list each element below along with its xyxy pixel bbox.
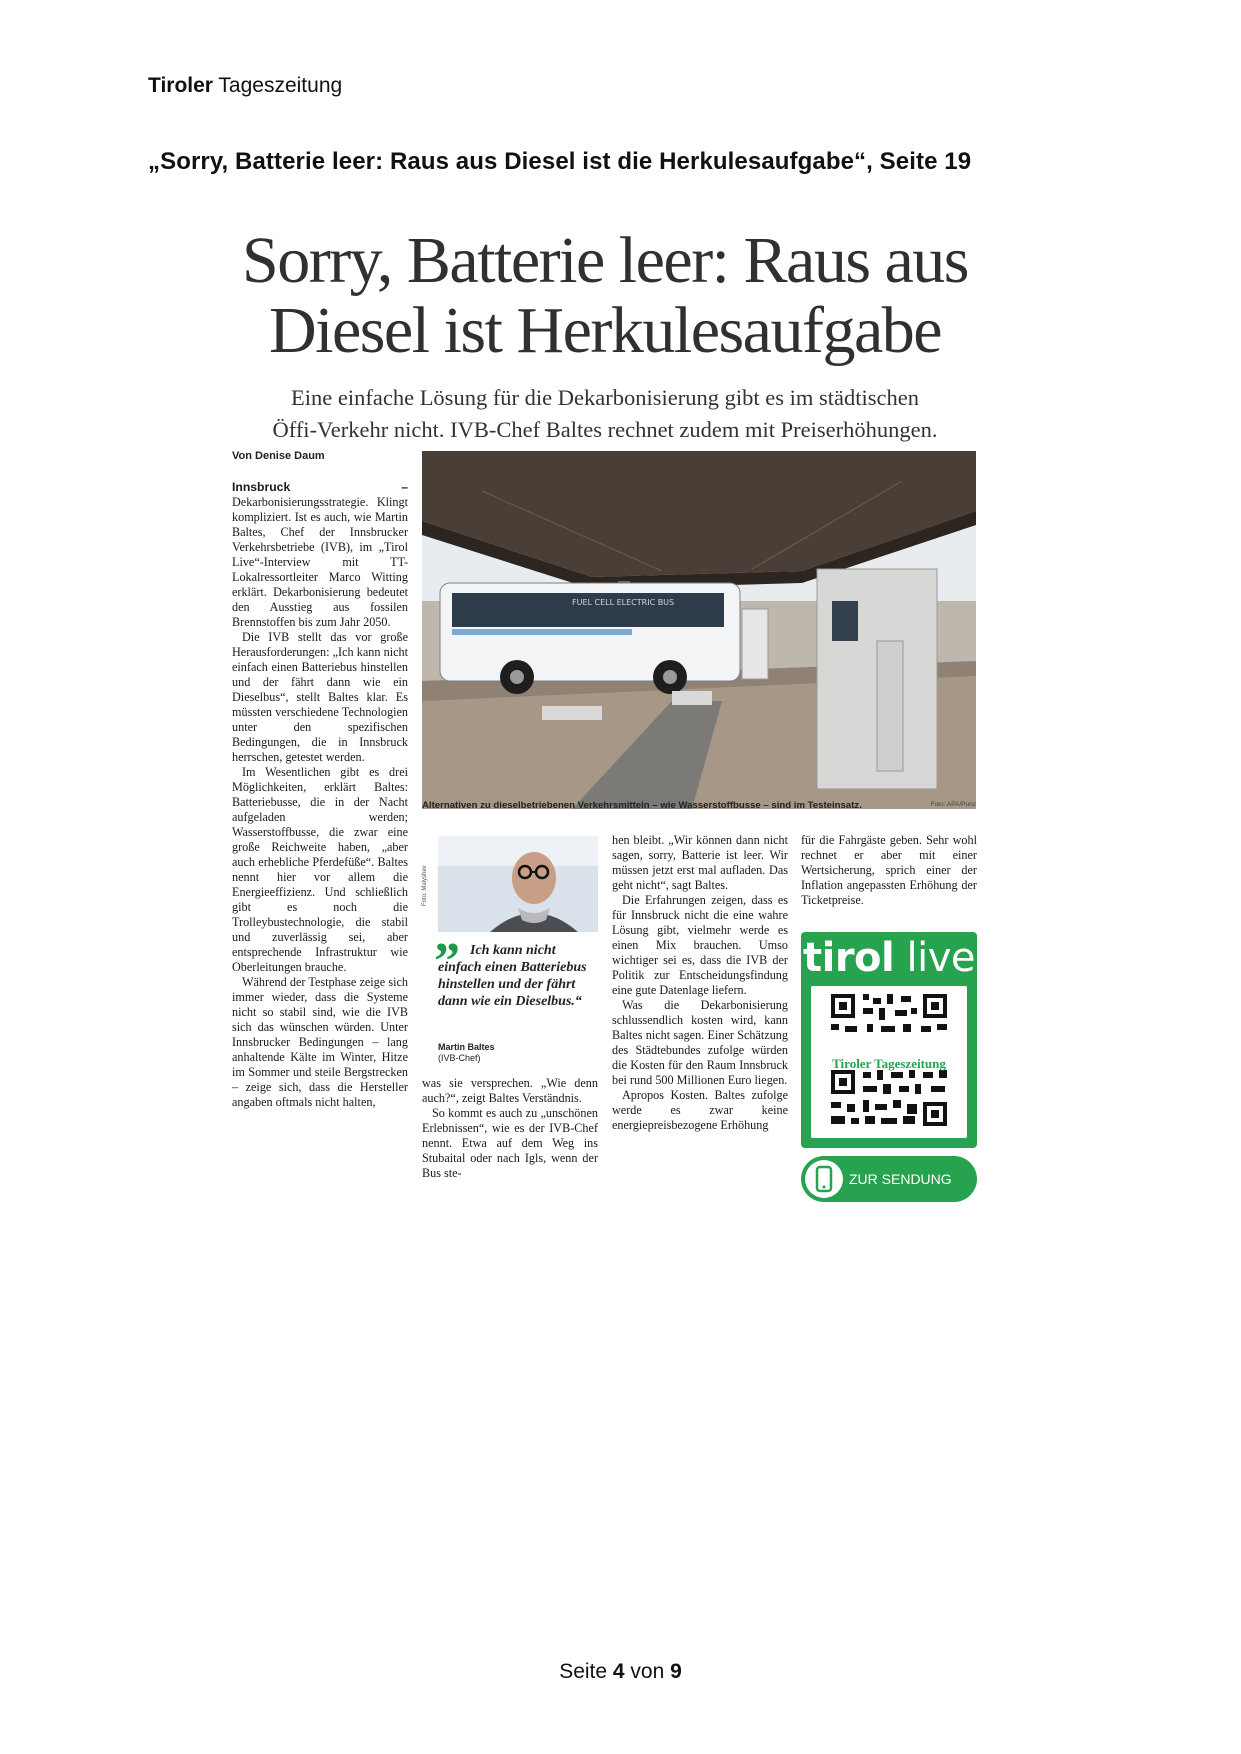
caption-text: Alternativen zu dieselbetriebenen Verkehrsmitteln – wie Wasserstoffbusse – sind im Testeinsatz. bbox=[422, 800, 862, 811]
button-label: ZUR SENDUNG bbox=[849, 1171, 952, 1187]
publication-name bbox=[148, 74, 342, 98]
promo-paper-name: Tiroler Tageszeitung bbox=[832, 1056, 946, 1071]
current-page: 4 bbox=[612, 1660, 625, 1683]
tirol-live-logo bbox=[801, 932, 977, 984]
photo-caption bbox=[422, 800, 976, 814]
quote-role: (IVB-Chef) bbox=[438, 1053, 481, 1063]
article-column-1 bbox=[232, 480, 408, 1110]
phone-icon bbox=[805, 1160, 843, 1198]
logo-live: live bbox=[894, 935, 975, 981]
paragraph: Während der Testphase zeige sich immer wieder, dass die Systeme nicht so stabil sind, wie die IVB sich das wünschen würden. Unter Innsbrucker Bedingungen – lang anhaltende Kälte im Winter, Hitze im Sommer und steile Bergstrecken – zeige sich, dass die Hersteller angaben oftmals nicht halten, bbox=[232, 975, 408, 1109]
bus-photo bbox=[422, 451, 976, 809]
page-number bbox=[0, 1660, 1241, 1684]
article-headline bbox=[232, 226, 978, 366]
photo-credit: Foto: APA/Punz bbox=[930, 801, 976, 808]
article-column-2 bbox=[422, 1076, 598, 1181]
paragraph: Die IVB stellt das vor große Herausforderungen: „Ich kann nicht einfach einen Batteriebus hinstellen und der fährt dann wie ein Dieselbus“, stellt Baltes klar. Es müssten verschiedene Technologien unter den spezifischen Bedingungen, die in Innsbruck herrschen, getestet werden. bbox=[232, 630, 408, 764]
publication-name-rest: Tageszeitung bbox=[212, 74, 343, 97]
total-pages: 9 bbox=[670, 1660, 682, 1683]
quote-attribution bbox=[438, 1042, 495, 1064]
paragraph: für die Fahrgäste geben. Sehr wohl rechnet er aber mit einer Wertsicherung, sprich einer der Inflation angepassten Erhöhung der Ticketpreise. bbox=[801, 833, 977, 907]
quote-mark-icon: ” bbox=[434, 933, 460, 990]
paragraph-text: Dekarbonisierungsstrategie. Klingt kompliziert. Ist es auch, wie Martin Baltes, Chef der Innsbrucker Verkehrsbetriebe (IVB), im „Tirol Live“-Interview mit TT-Lokalressortleiter Marco Witting erklärt. Dekarbonisierung bedeutet den Ausstieg aus fossilen Brennstoffen bis zum Jahr 2050. bbox=[232, 495, 408, 629]
portrait-photo bbox=[438, 836, 598, 932]
page-of: von bbox=[624, 1660, 671, 1683]
publication-name-bold: Tiroler bbox=[148, 74, 213, 97]
subhead-line-1: Eine einfache Lösung für die Dekarbonisierung gibt es im städtischen bbox=[291, 385, 919, 410]
qr-card bbox=[811, 986, 967, 1138]
dateline: Innsbruck – bbox=[232, 480, 408, 494]
newspaper-clipping bbox=[232, 226, 978, 1206]
zur-sendung-button[interactable] bbox=[801, 1156, 977, 1202]
logo-tirol: tirol bbox=[803, 935, 895, 981]
pull-quote: Ich kann nicht einfach einen Batteriebus hinstellen und der fährt dann wie ein Dieselbus.“ bbox=[438, 943, 587, 1009]
byline: Von Denise Daum bbox=[232, 450, 325, 462]
paragraph: Was die Dekarbonisierung schlussendlich kosten wird, kann Baltes nicht sagen. Einer Schätzung des Städtebundes zufolge würden die Kosten für den Raum Innsbruck bei rund 500 Millionen Euro liegen. bbox=[612, 998, 788, 1087]
martin-baltes-portrait bbox=[438, 836, 598, 932]
paragraph: Apropos Kosten. Baltes zufolge werde es zwar keine energiepreisbezogene Erhöhung bbox=[612, 1088, 788, 1132]
portrait-credit: Foto: Malyshev bbox=[422, 865, 428, 906]
bus-lettering: FUEL CELL ELECTRIC BUS bbox=[572, 598, 675, 607]
paragraph: was sie versprechen. „Wie denn auch?“, zeigt Baltes Verständnis. bbox=[422, 1076, 598, 1105]
article-column-3 bbox=[612, 833, 788, 1133]
quote-name: Martin Baltes bbox=[438, 1042, 495, 1052]
headline-line-2: Diesel ist Herkulesaufgabe bbox=[268, 294, 942, 367]
document-title: „Sorry, Batterie leer: Raus aus Diesel ist die Herkulesaufgabe“, Seite 19 bbox=[148, 148, 972, 175]
article-column-4 bbox=[801, 833, 977, 908]
paragraph: hen bleibt. „Wir können dann nicht sagen, sorry, Batterie ist leer. Wir müssen jetzt erst mal aufladen. Das geht nicht“, sagt Baltes. bbox=[612, 833, 788, 892]
paragraph: Im Wesentlichen gibt es drei Möglichkeiten, erklärt Baltes: Batteriebusse, die in der Nacht aufgeladen werden; Wasserstoffbusse, die zwar eine große Reichweite haben, „aber auch erhebliche Pferdefüße“. Baltes nennt hier vor allem die Energieeffizienz. Und schließlich gibt es noch die Trolleybustechnologie, die stabil und zuverlässig sei, aber entsprechende Infrastruktur wie Oberleitungen brauche. bbox=[232, 765, 408, 974]
headline-line-1: Sorry, Batterie leer: Raus aus bbox=[242, 224, 968, 297]
paragraph: So kommt es auch zu „unschönen Erlebnissen“, wie es der IVB-Chef nennt. Etwa auf dem Weg ins Stubaital oder nach Igls, wenn der Bus ste- bbox=[422, 1106, 598, 1180]
subhead-line-2: Öffi-Verkehr nicht. IVB-Chef Baltes rechnet zudem mit Preiserhöhungen. bbox=[272, 417, 938, 442]
hydrogen-bus-image bbox=[422, 451, 976, 809]
paragraph bbox=[232, 480, 408, 630]
page-prefix: Seite bbox=[559, 1660, 613, 1683]
paragraph: Die Erfahrungen zeigen, dass es für Innsbruck nicht die eine wahre Lösung gibt, vielmehr werde es einen Mix brauchen. Umso wichtiger sei es, dass die IVB der Politik zur Entscheidungsfindung eine gute Datenlage liefern. bbox=[612, 893, 788, 997]
tirol-live-promo bbox=[801, 932, 977, 1148]
article-subheadline bbox=[232, 382, 978, 446]
